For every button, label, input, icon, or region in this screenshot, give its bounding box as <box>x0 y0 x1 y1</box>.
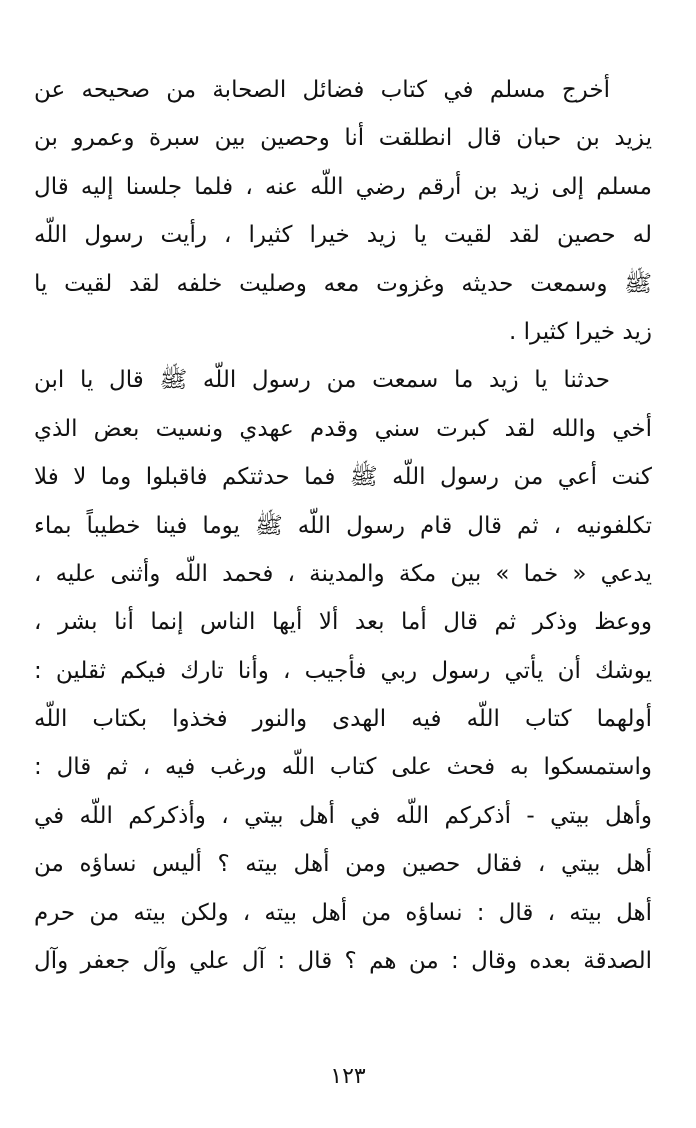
text-line: يوشك أن يأتي رسول ربي فأجيب ، وأنا تارك فيكم ثقلين : <box>34 657 652 684</box>
text-line: يزيد بن حبان قال انطلقت أنا وحصين بين سبرة وعمرو بن <box>34 125 652 152</box>
text-line: كنت أعي من رسول اللّه ﷺ فما حدثتكم فاقبلوا وما لا فلا <box>34 464 652 491</box>
text-line: أولهما كتاب اللّه فيه الهدى والنور فخذوا بكتاب اللّه <box>34 706 652 733</box>
text-line: واستمسكوا به فحث على كتاب اللّه ورغب فيه ، ثم قال : <box>34 754 652 781</box>
text-line: مسلم إلى زيد بن أرقم رضي اللّه عنه ، فلما جلسنا إليه قال <box>34 173 652 200</box>
text-line: حدثنا يا زيد ما سمعت من رسول اللّه ﷺ قال يا ابن <box>34 367 610 394</box>
text-line: أخرج مسلم في كتاب فضائل الصحابة من صحيحه عن <box>34 77 610 103</box>
text-line: أهل بيتي ، فقال حصين ومن أهل بيته ؟ أليس نساؤه من <box>34 851 652 878</box>
text-line: تكلفونيه ، ثم قال قام رسول اللّه ﷺ يوما فينا خطيباً بماء <box>34 512 652 539</box>
text-line: ﷺ وسمعت حديثه وغزوت معه وصليت خلفه لقد لقيت يا <box>34 270 652 297</box>
text-line: أخي والله لقد كبرت سني وقدم عهدي ونسيت بعض الذي <box>34 415 652 442</box>
text-line: زيد خيرا كثيرا . <box>509 318 652 345</box>
page-number: ١٢٣ <box>330 1064 366 1089</box>
text-line: الصدقة بعده وقال : من هم ؟ قال : آل علي وآل جعفر وآل <box>34 948 652 975</box>
text-line: ووعظ وذكر ثم قال أما بعد ألا أيها الناس إنما أنا بشر ، <box>34 609 652 636</box>
text-line: له حصين لقد لقيت يا زيد خيرا كثيرا ، رأيت رسول اللّه <box>34 222 652 249</box>
text-line: يدعي « خما » بين مكة والمدينة ، فحمد اللّه وأثنى عليه ، <box>34 560 652 587</box>
text-line: وأهل بيتي - أذكركم اللّه في أهل بيتي ، وأذكركم اللّه في <box>34 802 652 829</box>
body-text <box>34 66 652 985</box>
text-line: أهل بيته ، قال : نساؤه من أهل بيته ، ولكن بيته من حرم <box>34 899 652 926</box>
